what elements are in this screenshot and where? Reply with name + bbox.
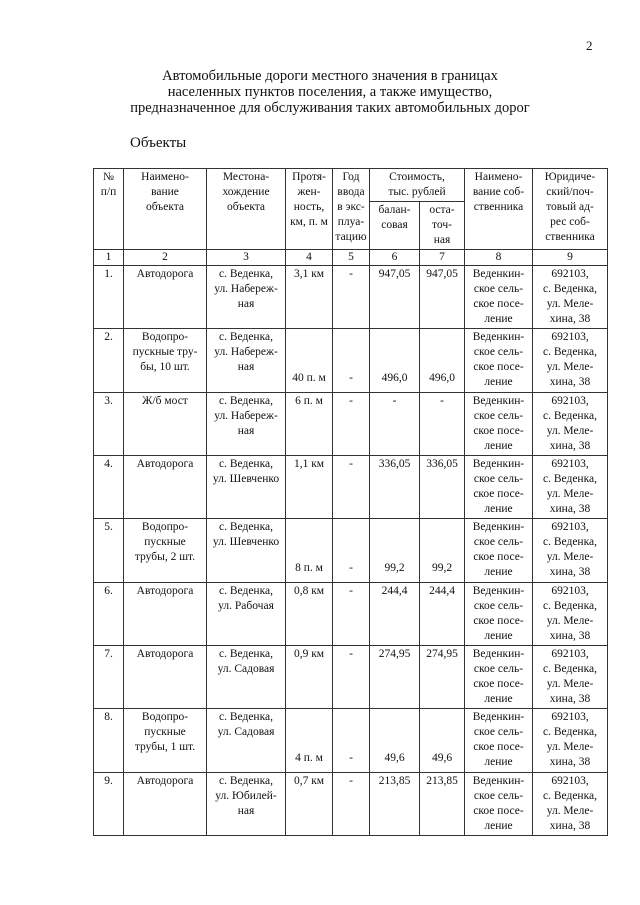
cell-address (533, 519, 608, 583)
title-line: населенных пунктов поселения, а также имущество, (167, 84, 493, 100)
cell-line: объекта (145, 201, 185, 213)
cell-line: Местона- (222, 171, 270, 183)
cell-name (124, 393, 207, 456)
cell-length: 3,1 км (286, 266, 333, 329)
cell-line: с. Веденка, (543, 790, 597, 802)
cell-line: ная (237, 361, 255, 373)
cell-owner (465, 266, 533, 329)
cell-address (533, 709, 608, 773)
cell-location (207, 329, 286, 393)
title-line: Автомобильные дороги местного значения в границах (162, 68, 498, 84)
cell-owner (465, 519, 533, 583)
cell-length: 1,1 км (286, 456, 333, 519)
cell-line: ул. Меле- (546, 298, 594, 310)
table-row (94, 773, 608, 836)
column-number: 6 (370, 250, 420, 266)
cell-line: с. Веденка, (543, 536, 597, 548)
cell-owner (465, 709, 533, 773)
cell-num: 7. (94, 646, 124, 709)
cell-line: вание соб- (472, 186, 525, 198)
cell-year: - (333, 456, 370, 519)
cell-length: 6 п. м (286, 393, 333, 456)
cell-line: п/п (100, 186, 117, 198)
cell-line: ная (433, 234, 451, 246)
cell-line: ственника (473, 201, 524, 213)
column-number: 3 (207, 250, 286, 266)
cell-line: Веденкин- (472, 775, 525, 787)
cell-location (207, 456, 286, 519)
cell-line: с. Веденка, (543, 663, 597, 675)
cell-year: - (333, 646, 370, 709)
cell-line: пускные (144, 536, 186, 548)
cell-line: 692103, (551, 711, 589, 723)
cell-line: ул. Шевченко (212, 536, 280, 548)
cell-line: точ- (432, 219, 452, 231)
cell-num: 8. (94, 709, 124, 773)
cell-line: № (103, 171, 114, 183)
cell-line: ское посе- (473, 551, 524, 563)
cell-location (207, 393, 286, 456)
header-cost-residual (420, 202, 465, 250)
cell-name (124, 519, 207, 583)
cell-balance: 336,05 (370, 456, 420, 519)
cell-line: объекта (226, 201, 266, 213)
cell-address (533, 329, 608, 393)
cell-residual: 947,05 (420, 266, 465, 329)
header-num (94, 169, 124, 250)
cell-line: ское посе- (473, 488, 524, 500)
cell-line: Автодорога (136, 268, 194, 280)
cell-line: ная (237, 298, 255, 310)
cell-line: ский/поч- (546, 186, 594, 198)
cell-name (124, 773, 207, 836)
cell-line: ское посе- (473, 678, 524, 690)
cell-length: 8 п. м (286, 519, 333, 583)
document-title (60, 68, 600, 116)
cell-line: хина, 38 (549, 313, 591, 325)
cell-line: ул. Набереж- (214, 410, 278, 422)
cell-line: с. Веденка, (219, 585, 273, 597)
cell-location (207, 583, 286, 646)
cell-line: ское посе- (473, 805, 524, 817)
cell-line: совая (381, 219, 408, 231)
cell-year: - (333, 583, 370, 646)
cell-line: ул. Рабочая (218, 600, 274, 612)
table-row (94, 393, 608, 456)
column-number: 4 (286, 250, 333, 266)
cell-line: Автодорога (136, 585, 194, 597)
header-length (286, 169, 333, 250)
cell-line: ление (484, 566, 513, 578)
cell-line: Веденкин- (472, 458, 525, 470)
cell-line: ул. Меле- (546, 678, 594, 690)
page-number: 2 (586, 38, 593, 53)
cell-residual: - (420, 393, 465, 456)
cell-line: с. Веденка, (543, 726, 597, 738)
cell-address (533, 646, 608, 709)
header-name (124, 169, 207, 250)
cell-line: Год (342, 171, 360, 183)
cell-line: Веденкин- (472, 711, 525, 723)
cell-line: ское посе- (473, 298, 524, 310)
cell-line: ул. Меле- (546, 425, 594, 437)
cell-line: с. Веденка, (543, 473, 597, 485)
cell-line: Веденкин- (472, 521, 525, 533)
table-row (94, 709, 608, 773)
column-number: 2 (124, 250, 207, 266)
cell-line: ское сель- (473, 473, 524, 485)
cell-owner (465, 583, 533, 646)
column-number: 5 (333, 250, 370, 266)
table-row (94, 519, 608, 583)
cell-line: ственника (545, 231, 595, 243)
cell-line: ул. Садовая (217, 663, 275, 675)
cell-line: ул. Меле- (546, 615, 594, 627)
cell-line: Автодорога (136, 775, 194, 787)
cell-line: ское сель- (473, 663, 524, 675)
cell-line: Автодорога (136, 648, 194, 660)
header-cost (370, 169, 465, 202)
cell-year: - (333, 329, 370, 393)
cell-balance: 49,6 (370, 709, 420, 773)
cell-line: рес соб- (550, 216, 590, 228)
table-row (94, 329, 608, 393)
column-number: 8 (465, 250, 533, 266)
cell-line: ление (484, 756, 513, 768)
cell-line: с. Веденка, (543, 410, 597, 422)
cell-balance: 947,05 (370, 266, 420, 329)
cell-line: тацию (335, 231, 367, 243)
cell-line: 692103, (551, 331, 589, 343)
cell-num: 3. (94, 393, 124, 456)
cell-line: ность, (293, 201, 325, 213)
table-row (94, 646, 608, 709)
cell-line: хина, 38 (549, 693, 591, 705)
cell-length: 0,7 км (286, 773, 333, 836)
cell-line: оста- (429, 204, 455, 216)
cell-line: Веденкин- (472, 268, 525, 280)
cell-line: Автодорога (136, 458, 194, 470)
header-year (333, 169, 370, 250)
cell-location (207, 519, 286, 583)
cell-line: вание (151, 186, 179, 198)
cell-line: с. Веденка, (219, 331, 273, 343)
cell-line: ление (484, 503, 513, 515)
cell-line: трубы, 2 шт. (134, 551, 196, 563)
cell-residual: 336,05 (420, 456, 465, 519)
column-number: 7 (420, 250, 465, 266)
cell-line: 692103, (551, 585, 589, 597)
cell-line: в экс- (337, 201, 365, 213)
cell-line: с. Веденка, (543, 346, 597, 358)
cell-owner (465, 456, 533, 519)
cell-line: ское посе- (473, 425, 524, 437)
cell-length: 0,8 км (286, 583, 333, 646)
header-location (207, 169, 286, 250)
cell-num: 2. (94, 329, 124, 393)
cell-line: ское посе- (473, 741, 524, 753)
cell-line: Наимено- (474, 171, 523, 183)
cell-line: с. Веденка, (219, 775, 273, 787)
cell-line: хина, 38 (549, 820, 591, 832)
table-row (94, 266, 608, 329)
cell-line: ввода (337, 186, 365, 198)
header-address (533, 169, 608, 250)
cell-residual: 244,4 (420, 583, 465, 646)
cell-line: Юридиче- (544, 171, 596, 183)
cell-line: ул. Меле- (546, 361, 594, 373)
cell-num: 4. (94, 456, 124, 519)
cell-residual: 496,0 (420, 329, 465, 393)
cell-balance: - (370, 393, 420, 456)
cell-line: ная (237, 425, 255, 437)
cell-balance: 274,95 (370, 646, 420, 709)
cell-line: жен- (297, 186, 321, 198)
cell-owner (465, 773, 533, 836)
cell-line: Веденкин- (472, 585, 525, 597)
cell-balance: 99,2 (370, 519, 420, 583)
cell-owner (465, 393, 533, 456)
cell-line: ул. Меле- (546, 741, 594, 753)
cell-line: 692103, (551, 458, 589, 470)
cell-line: 692103, (551, 521, 589, 533)
cell-line: ление (484, 376, 513, 388)
cell-line: ул. Юбилей- (215, 790, 277, 802)
cell-name (124, 646, 207, 709)
cell-line: ское сель- (473, 600, 524, 612)
header-owner (465, 169, 533, 250)
cell-line: ское сель- (473, 410, 524, 422)
cell-line: пускные тру- (132, 346, 198, 358)
cell-line: ское посе- (473, 361, 524, 373)
cell-residual: 274,95 (420, 646, 465, 709)
cell-name (124, 456, 207, 519)
title-line: предназначенное для обслуживания таких автомобильных дорог (130, 100, 530, 116)
cell-line: ул. Меле- (546, 551, 594, 563)
table-row (94, 583, 608, 646)
cell-line: ная (237, 805, 255, 817)
header-cost-balance (370, 202, 420, 250)
cell-num: 1. (94, 266, 124, 329)
cell-year: - (333, 773, 370, 836)
cell-year: - (333, 709, 370, 773)
cell-line: ул. Садовая (217, 726, 275, 738)
cell-line: с. Веденка, (219, 395, 273, 407)
cell-line: Водопро- (141, 331, 189, 343)
cell-line: с. Веденка, (219, 268, 273, 280)
table-row (94, 456, 608, 519)
cell-year: - (333, 393, 370, 456)
cell-balance: 496,0 (370, 329, 420, 393)
cell-line: Водопро- (141, 711, 189, 723)
cell-line: трубы, 1 шт. (134, 741, 196, 753)
cell-name (124, 583, 207, 646)
cell-line: Стоимость, (389, 171, 445, 183)
cell-residual: 49,6 (420, 709, 465, 773)
cell-line: 692103, (551, 395, 589, 407)
cell-residual: 99,2 (420, 519, 465, 583)
cell-length: 4 п. м (286, 709, 333, 773)
cell-year: - (333, 266, 370, 329)
cell-line: ское сель- (473, 790, 524, 802)
cell-line: хина, 38 (549, 566, 591, 578)
section-heading: Объекты (130, 135, 187, 151)
cell-line: 692103, (551, 775, 589, 787)
cell-line: ское сель- (473, 726, 524, 738)
cell-line: с. Веденка, (219, 521, 273, 533)
cell-line: бы, 10 шт. (140, 361, 190, 373)
cell-line: хина, 38 (549, 503, 591, 515)
cell-year: - (333, 519, 370, 583)
cell-location (207, 646, 286, 709)
cell-residual: 213,85 (420, 773, 465, 836)
cell-line: плуа- (337, 216, 365, 228)
cell-line: ление (484, 630, 513, 642)
column-number: 1 (94, 250, 124, 266)
cell-name (124, 266, 207, 329)
cell-line: с. Веденка, (219, 648, 273, 660)
cell-address (533, 393, 608, 456)
column-number-row (94, 250, 608, 266)
cell-line: Веденкин- (472, 648, 525, 660)
cell-balance: 213,85 (370, 773, 420, 836)
cell-location (207, 773, 286, 836)
cell-line: ское сель- (473, 283, 524, 295)
cell-location (207, 709, 286, 773)
cell-location (207, 266, 286, 329)
cell-line: ское сель- (473, 346, 524, 358)
cell-address (533, 456, 608, 519)
cell-line: с. Веденка, (219, 458, 273, 470)
cell-line: Ж/б мост (142, 395, 188, 407)
cell-line: с. Веденка, (543, 283, 597, 295)
cell-line: 692103, (551, 648, 589, 660)
cell-line: ское сель- (473, 536, 524, 548)
cell-line: ление (484, 313, 513, 325)
cell-address (533, 773, 608, 836)
cell-line: пускные (144, 726, 186, 738)
cell-length: 40 п. м (286, 329, 333, 393)
cell-line: балан- (378, 204, 411, 216)
cell-line: хождение (222, 186, 270, 198)
column-number: 9 (533, 250, 608, 266)
cell-line: с. Веденка, (219, 711, 273, 723)
cell-line: ление (484, 440, 513, 452)
cell-line: тыс. рублей (388, 186, 446, 198)
cell-line: ул. Набереж- (214, 346, 278, 358)
cell-line: 692103, (551, 268, 589, 280)
cell-length: 0,9 км (286, 646, 333, 709)
cell-line: хина, 38 (549, 376, 591, 388)
cell-line: ление (484, 820, 513, 832)
cell-address (533, 266, 608, 329)
cell-line: хина, 38 (549, 630, 591, 642)
cell-name (124, 329, 207, 393)
cell-line: ул. Меле- (546, 488, 594, 500)
cell-owner (465, 646, 533, 709)
cell-num: 5. (94, 519, 124, 583)
cell-owner (465, 329, 533, 393)
cell-line: Наимено- (141, 171, 189, 183)
cell-address (533, 583, 608, 646)
cell-line: с. Веденка, (543, 600, 597, 612)
cell-line: ское посе- (473, 615, 524, 627)
cell-line: Водопро- (141, 521, 189, 533)
cell-line: хина, 38 (549, 756, 591, 768)
cell-line: км, п. м (290, 216, 328, 228)
cell-line: ул. Набереж- (214, 283, 278, 295)
cell-line: ление (484, 693, 513, 705)
cell-line: Веденкин- (472, 331, 525, 343)
cell-line: хина, 38 (549, 440, 591, 452)
cell-line: Веденкин- (472, 395, 525, 407)
cell-line: товый ад- (546, 201, 594, 213)
cell-line: ул. Меле- (546, 805, 594, 817)
cell-name (124, 709, 207, 773)
cell-num: 9. (94, 773, 124, 836)
objects-table (93, 168, 608, 836)
cell-balance: 244,4 (370, 583, 420, 646)
cell-line: Протя- (292, 171, 326, 183)
cell-num: 6. (94, 583, 124, 646)
cell-line: ул. Шевченко (212, 473, 280, 485)
